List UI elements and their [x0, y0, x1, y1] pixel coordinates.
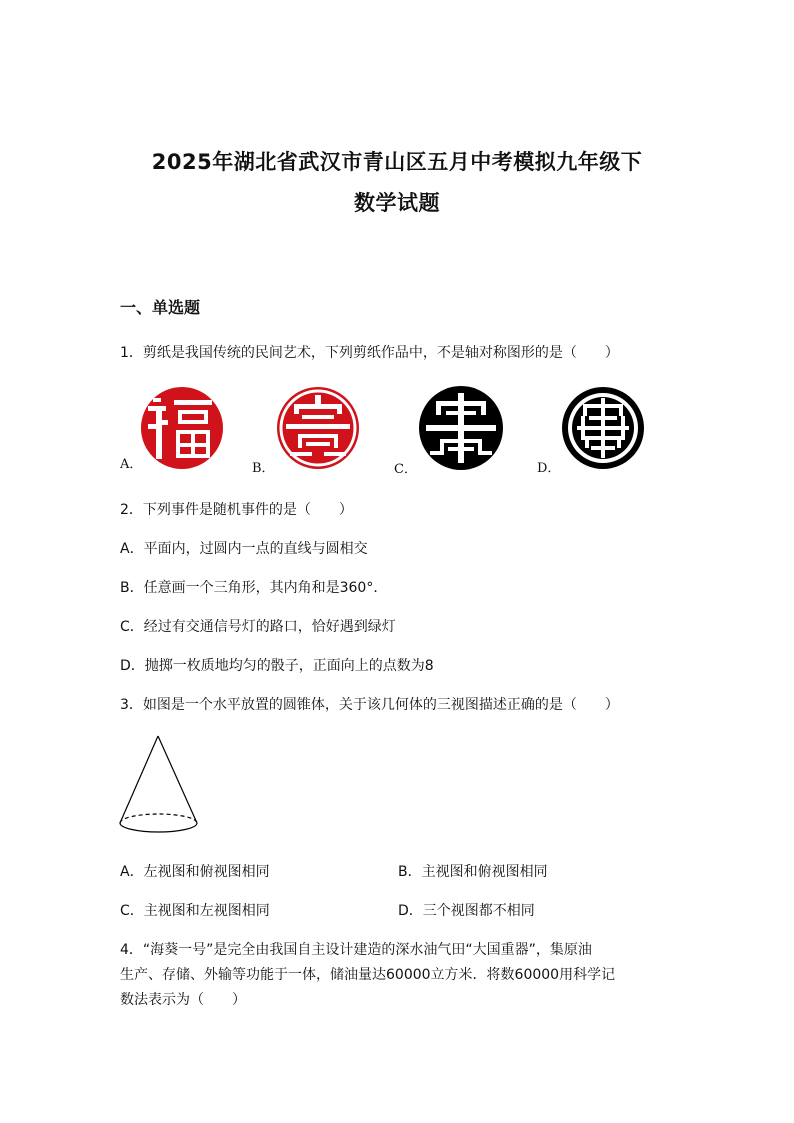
document-title-line-1: 2025年湖北省武汉市青山区五月中考模拟九年级下	[151, 150, 643, 174]
q2-option-a: A．平面内，过圆内一点的直线与圆相交	[120, 541, 368, 557]
black-lattice-papercut-image	[418, 385, 504, 471]
q3-option-d: D．三个视图都不相同	[398, 903, 535, 919]
q3-option-a: A．左视图和俯视图相同	[120, 864, 270, 880]
q1-option-a-label: A．	[120, 457, 143, 472]
question-4-line-2: 生产、存储、外输等功能于一体，储油量达60000立方米．将数60000用科学记	[120, 967, 616, 983]
cone-figure	[115, 730, 205, 838]
q1-option-c-label: C．	[394, 462, 417, 477]
question-4-line-1: 4．“海葵一号”是完全由我国自主设计建造的深水油气田“大国重器”，集原油	[120, 942, 592, 958]
q2-option-d: D．抛掷一枚质地均匀的骰子，正面向上的点数为8	[120, 658, 434, 674]
q2-option-b: B．任意画一个三角形，其内角和是360°．	[120, 580, 388, 596]
document-title-line-2: 数学试题	[354, 191, 440, 215]
question-1-stem: 1．剪纸是我国传统的民间艺术，下列剪纸作品中，不是轴对称图形的是（ ）	[120, 345, 619, 361]
black-ring-papercut-image	[561, 386, 645, 470]
q2-option-c: C．经过有交通信号灯的路口，恰好遇到绿灯	[120, 619, 396, 635]
shou-character-papercut-image	[276, 386, 360, 470]
section-heading: 一、单选题	[120, 298, 201, 317]
q3-option-b: B．主视图和俯视图相同	[398, 864, 548, 880]
question-2-stem: 2．下列事件是随机事件的是（ ）	[120, 502, 353, 518]
question-4-line-3: 数法表示为（ ）	[120, 992, 246, 1008]
q1-option-b-label: B．	[252, 461, 275, 476]
question-3-stem: 3．如图是一个水平放置的圆锥体，关于该几何体的三视图描述正确的是（ ）	[120, 697, 619, 713]
fu-character-papercut-image	[140, 386, 224, 470]
q3-option-c: C．主视图和左视图相同	[120, 903, 270, 919]
q1-option-d-label: D．	[537, 461, 561, 476]
